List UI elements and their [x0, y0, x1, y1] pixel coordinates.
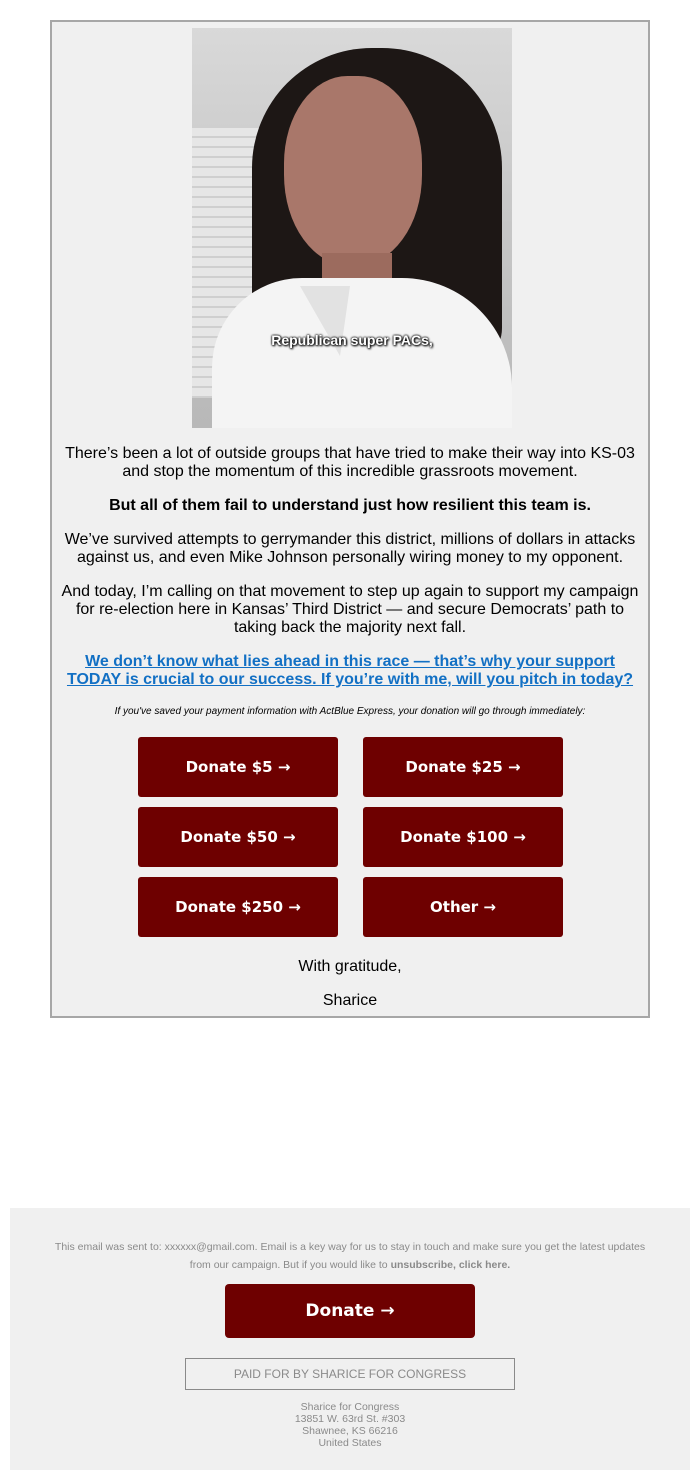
donate-100-button[interactable]: Donate $100 → [363, 807, 563, 867]
donate-25-button[interactable]: Donate $25 → [363, 737, 563, 797]
signature-name: Sharice [322, 992, 378, 1009]
mailing-address [10, 1401, 690, 1449]
video-caption: Republican super PACs, [271, 332, 433, 348]
donate-50-button[interactable]: Donate $50 → [138, 807, 338, 867]
address-line: United States [318, 1437, 382, 1449]
address-line: 13851 W. 63rd St. #303 [294, 1413, 406, 1425]
donate-250-button[interactable]: Donate $250 → [138, 877, 338, 937]
footer-message [50, 1238, 650, 1274]
video-thumbnail[interactable] [192, 28, 512, 428]
message-paragraph-3: We’ve survived attempts to gerrymander this district, millions of dollars in attacks against us, and even Mike Johnson personally wiring money to my opponent. [64, 531, 636, 566]
donate-other-button[interactable]: Other → [363, 877, 563, 937]
person-face [284, 76, 422, 266]
footer-donate-button[interactable]: Donate → [225, 1284, 475, 1338]
message-paragraph-4: And today, I’m calling on that movement to step up again to support my campaign for re-election here in Kansas’ Third District — and secure Democrats’ path to taking back the majority next fall. [61, 583, 639, 636]
donate-5-button[interactable]: Donate $5 → [138, 737, 338, 797]
person-shirt [212, 278, 512, 428]
closing-text: With gratitude, [298, 958, 402, 975]
address-line: Shawnee, KS 66216 [302, 1425, 398, 1437]
actblue-note: If you've saved your payment information with ActBlue Express, your donation will go through immediately: [114, 706, 586, 717]
paid-for-box: PAID FOR BY SHARICE FOR CONGRESS [185, 1358, 515, 1390]
message-paragraph-1: There’s been a lot of outside groups that have tried to make their way into KS-03 and stop the momentum of this incredible grassroots movement. [65, 445, 635, 480]
unsubscribe-link[interactable]: unsubscribe, click here. [390, 1259, 511, 1271]
email-footer [10, 1208, 690, 1470]
address-line: Sharice for Congress [300, 1401, 400, 1413]
cta-link[interactable]: We don’t know what lies ahead in this race — that’s why your support TODAY is crucial to our success. If you’re with me, will you pitch in today? [66, 653, 634, 688]
footer-sent-text: This email was sent to: xxxxxx@gmail.com. Email is a key way for us to stay in touch and make sure you get the latest updates from our campaign. But if you would like to [54, 1241, 646, 1271]
message-paragraph-2: But all of them fail to understand just how resilient this team is. [109, 497, 591, 514]
email-card [50, 20, 650, 1018]
